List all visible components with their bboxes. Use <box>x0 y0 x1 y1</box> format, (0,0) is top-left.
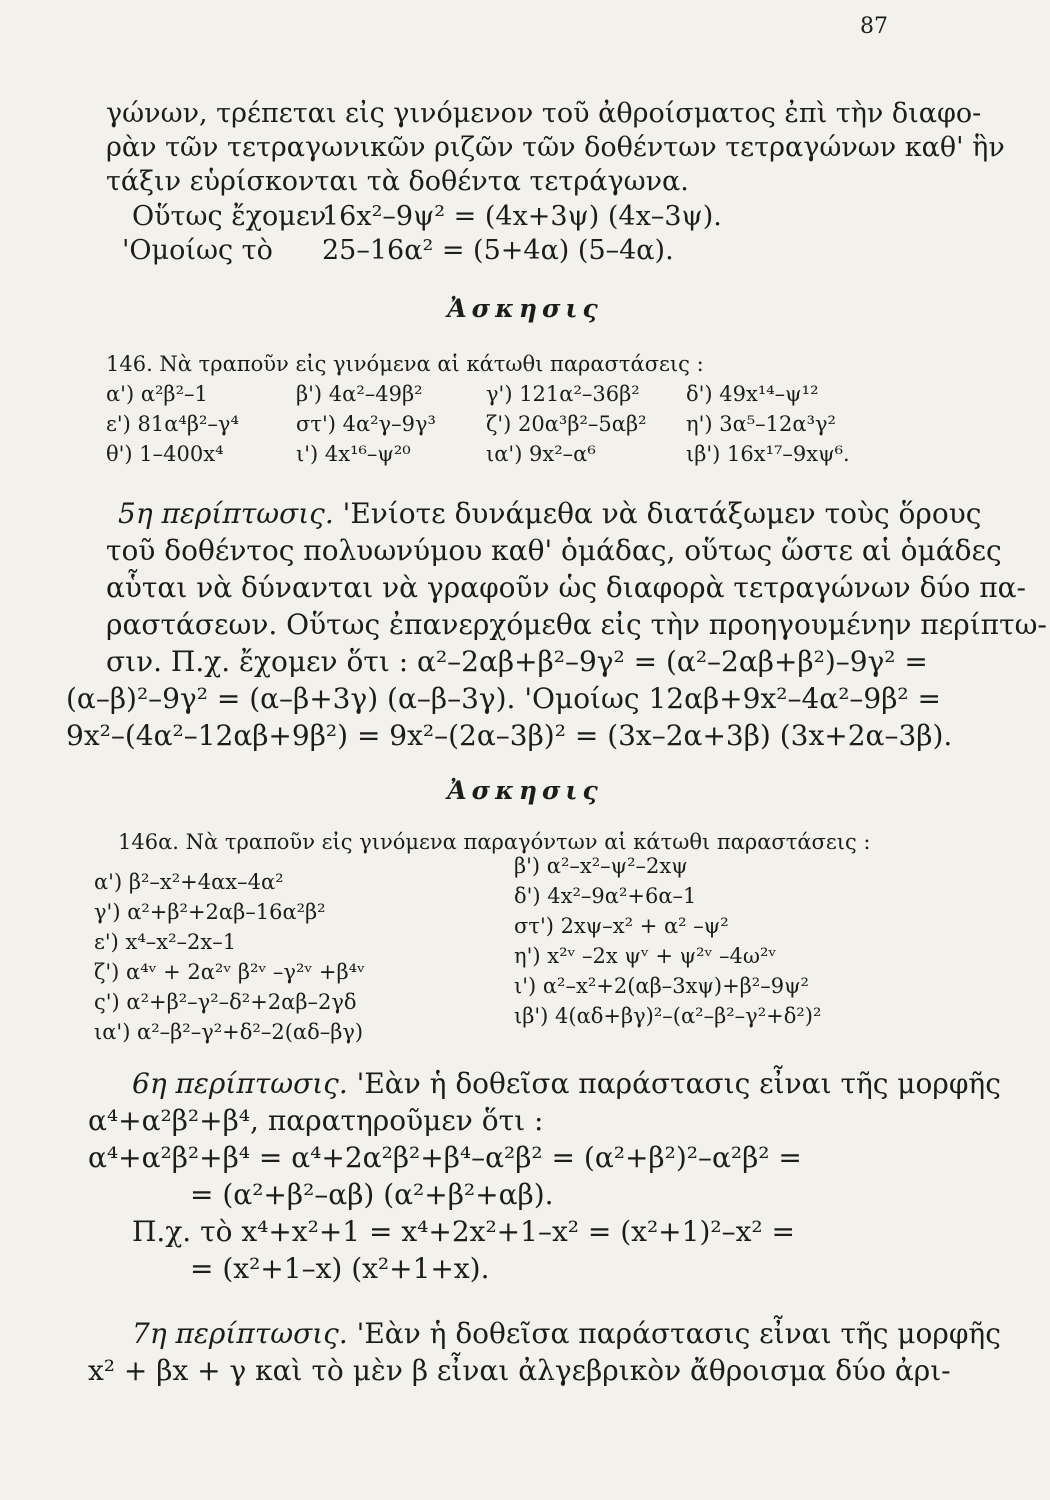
case-7-heading: 7η περίπτωσις. <box>132 1317 348 1350</box>
exercise-item: β') 4α²–49β² <box>296 382 423 406</box>
case-6-line: 'Εὰν ἡ δοθεῖσα παράστασις εἶναι τῆς μορφῆς <box>356 1067 1001 1100</box>
exercise-item: ι') α²–x²+2(αβ–3xψ)+β²–9ψ² <box>514 974 809 998</box>
exercise-item: α') α²β²–1 <box>106 382 208 406</box>
case-5-line: 9x²–(4α²–12αβ+9β²) = 9x²–(2α–3β)² = (3x–2α+3β) (3x+2α–3β). <box>66 719 953 752</box>
exercise-item: ι') 4x¹⁶–ψ²⁰ <box>296 442 411 466</box>
exercise-item: ιβ') 4(αδ+βγ)²–(α²–β²–γ²+δ²)² <box>514 1004 822 1028</box>
exercise-item: δ') 4x²–9α²+6α–1 <box>514 884 697 908</box>
case-6-line: α⁴+α²β²+β⁴, παρατηροῦμεν ὅτι : <box>88 1104 544 1137</box>
exercise-item: ια') α²–β²–γ²+δ²–2(αδ–βγ) <box>94 1020 364 1044</box>
exercise-row <box>106 442 850 466</box>
exercise-row <box>106 382 819 406</box>
exercise-item: ια') 9x²–α⁶ <box>486 442 596 466</box>
page-number: 87 <box>860 14 888 39</box>
exercise-item: γ') α²+β²+2αβ–16α²β² <box>94 900 326 924</box>
example-label: 'Ομοίως τὸ <box>122 235 273 266</box>
case-6-line: = (α²+β²–αβ) (α²+β²+αβ). <box>190 1178 554 1211</box>
case-6-line: α⁴+α²β²+β⁴ = α⁴+2α²β²+β⁴–α²β² = (α²+β²)²–α²β² = <box>88 1141 802 1174</box>
case-5-line: ραστάσεων. Οὕτως ἐπανερχόμεθα εἰς τὴν προηγουμένην περίπτω- <box>106 608 1047 641</box>
exercise-item: ζ') 20α³β²–5αβ² <box>486 412 647 436</box>
exercise-item: ς') α²+β²–γ²–δ²+2αβ–2γδ <box>94 990 357 1014</box>
exercise-item: ε') 81α⁴β²–γ⁴ <box>106 412 239 436</box>
example-label: Οὕτως ἔχομεν <box>132 201 327 232</box>
case-5-block <box>118 497 982 530</box>
case-5-heading: 5η περίπτωσις. <box>118 497 334 530</box>
exercise-146a-intro: 146α. Νὰ τραποῦν εἰς γινόμενα παραγόντων αἱ κάτωθι παραστάσεις : <box>118 830 871 854</box>
exercise-heading: Ἀσκησις <box>447 294 603 323</box>
intro-line: γώνων, τρέπεται εἰς γινόμενον τοῦ ἀθροίσματος ἐπὶ τὴν διαφο- <box>106 98 982 129</box>
case-5-line: τοῦ δοθέντος πολυωνύμου καθ' ὁμάδας, οὕτως ὥστε αἱ ὁμάδες <box>106 534 1002 567</box>
exercise-item: β') α²–x²–ψ²–2xψ <box>514 854 688 878</box>
exercise-item: θ') 1–400x⁴ <box>106 442 224 466</box>
case-7-line: x² + βx + γ καὶ τὸ μὲν β εἶναι ἀλγεβρικὸν ἄθροισμα δύο ἀρι- <box>88 1354 951 1387</box>
case-6-line: Π.χ. τὸ x⁴+x²+1 = x⁴+2x²+1–x² = (x²+1)²–x² = <box>132 1215 795 1248</box>
exercise-item: η') 3α⁵–12α³γ² <box>686 412 836 436</box>
case-6-heading: 6η περίπτωσις. <box>132 1067 348 1100</box>
exercise-item: στ') 4α²γ–9γ³ <box>296 412 436 436</box>
case-5-line: σιν. Π.χ. ἔχομεν ὅτι : α²–2αβ+β²–9γ² = (α²–2αβ+β²)–9γ² = <box>106 645 928 678</box>
case-6-block <box>132 1067 1001 1100</box>
exercise-item: ε') x⁴–x²–2x–1 <box>94 930 237 954</box>
example-formula: 16x²–9ψ² = (4x+3ψ) (4x–3ψ). <box>322 201 722 232</box>
intro-line: τάξιν εὑρίσκονται τὰ δοθέντα τετράγωνα. <box>106 166 689 197</box>
exercise-item: στ') 2xψ–x² + α² –ψ² <box>514 914 729 938</box>
example-formula: 25–16α² = (5+4α) (5–4α). <box>322 235 674 266</box>
intro-line: ρὰν τῶν τετραγωνικῶν ριζῶν τῶν δοθέντων τετραγώνων καθ' ἣν <box>106 132 1005 163</box>
case-7-line: 'Εὰν ἡ δοθεῖσα παράστασις εἶναι τῆς μορφῆς <box>356 1317 1001 1350</box>
exercise-146-intro: 146. Νὰ τραποῦν εἰς γινόμενα αἱ κάτωθι παραστάσεις : <box>106 352 704 376</box>
case-6-line: = (x²+1–x) (x²+1+x). <box>190 1252 490 1285</box>
exercise-item: η') x²ᵛ –2x ψᵛ + ψ²ᵛ –4ω²ᵛ <box>514 944 777 968</box>
exercise-item: δ') 49x¹⁴–ψ¹² <box>686 382 819 406</box>
exercise-item: α') β²–x²+4αx–4α² <box>94 870 284 894</box>
exercise-heading: Ἀσκησις <box>447 776 603 805</box>
case-7-block <box>132 1317 1001 1350</box>
case-5-line: 'Ενίοτε δυνάμεθα νὰ διατάξωμεν τοὺς ὅρους <box>342 497 982 530</box>
exercise-item: ιβ') 16x¹⁷–9xψ⁶. <box>686 442 850 466</box>
case-5-line: (α–β)²–9γ² = (α–β+3γ) (α–β–3γ). 'Ομοίως 12αβ+9x²–4α²–9β² = <box>66 682 941 715</box>
exercise-item: γ') 121α²–36β² <box>486 382 640 406</box>
exercise-row <box>106 412 836 436</box>
exercise-item: ζ') α⁴ᵛ + 2α²ᵛ β²ᵛ –γ²ᵛ +β⁴ᵛ <box>94 960 365 984</box>
case-5-line: αὗται νὰ δύνανται νὰ γραφοῦν ὡς διαφορὰ τετραγώνων δύο πα- <box>106 571 1026 604</box>
